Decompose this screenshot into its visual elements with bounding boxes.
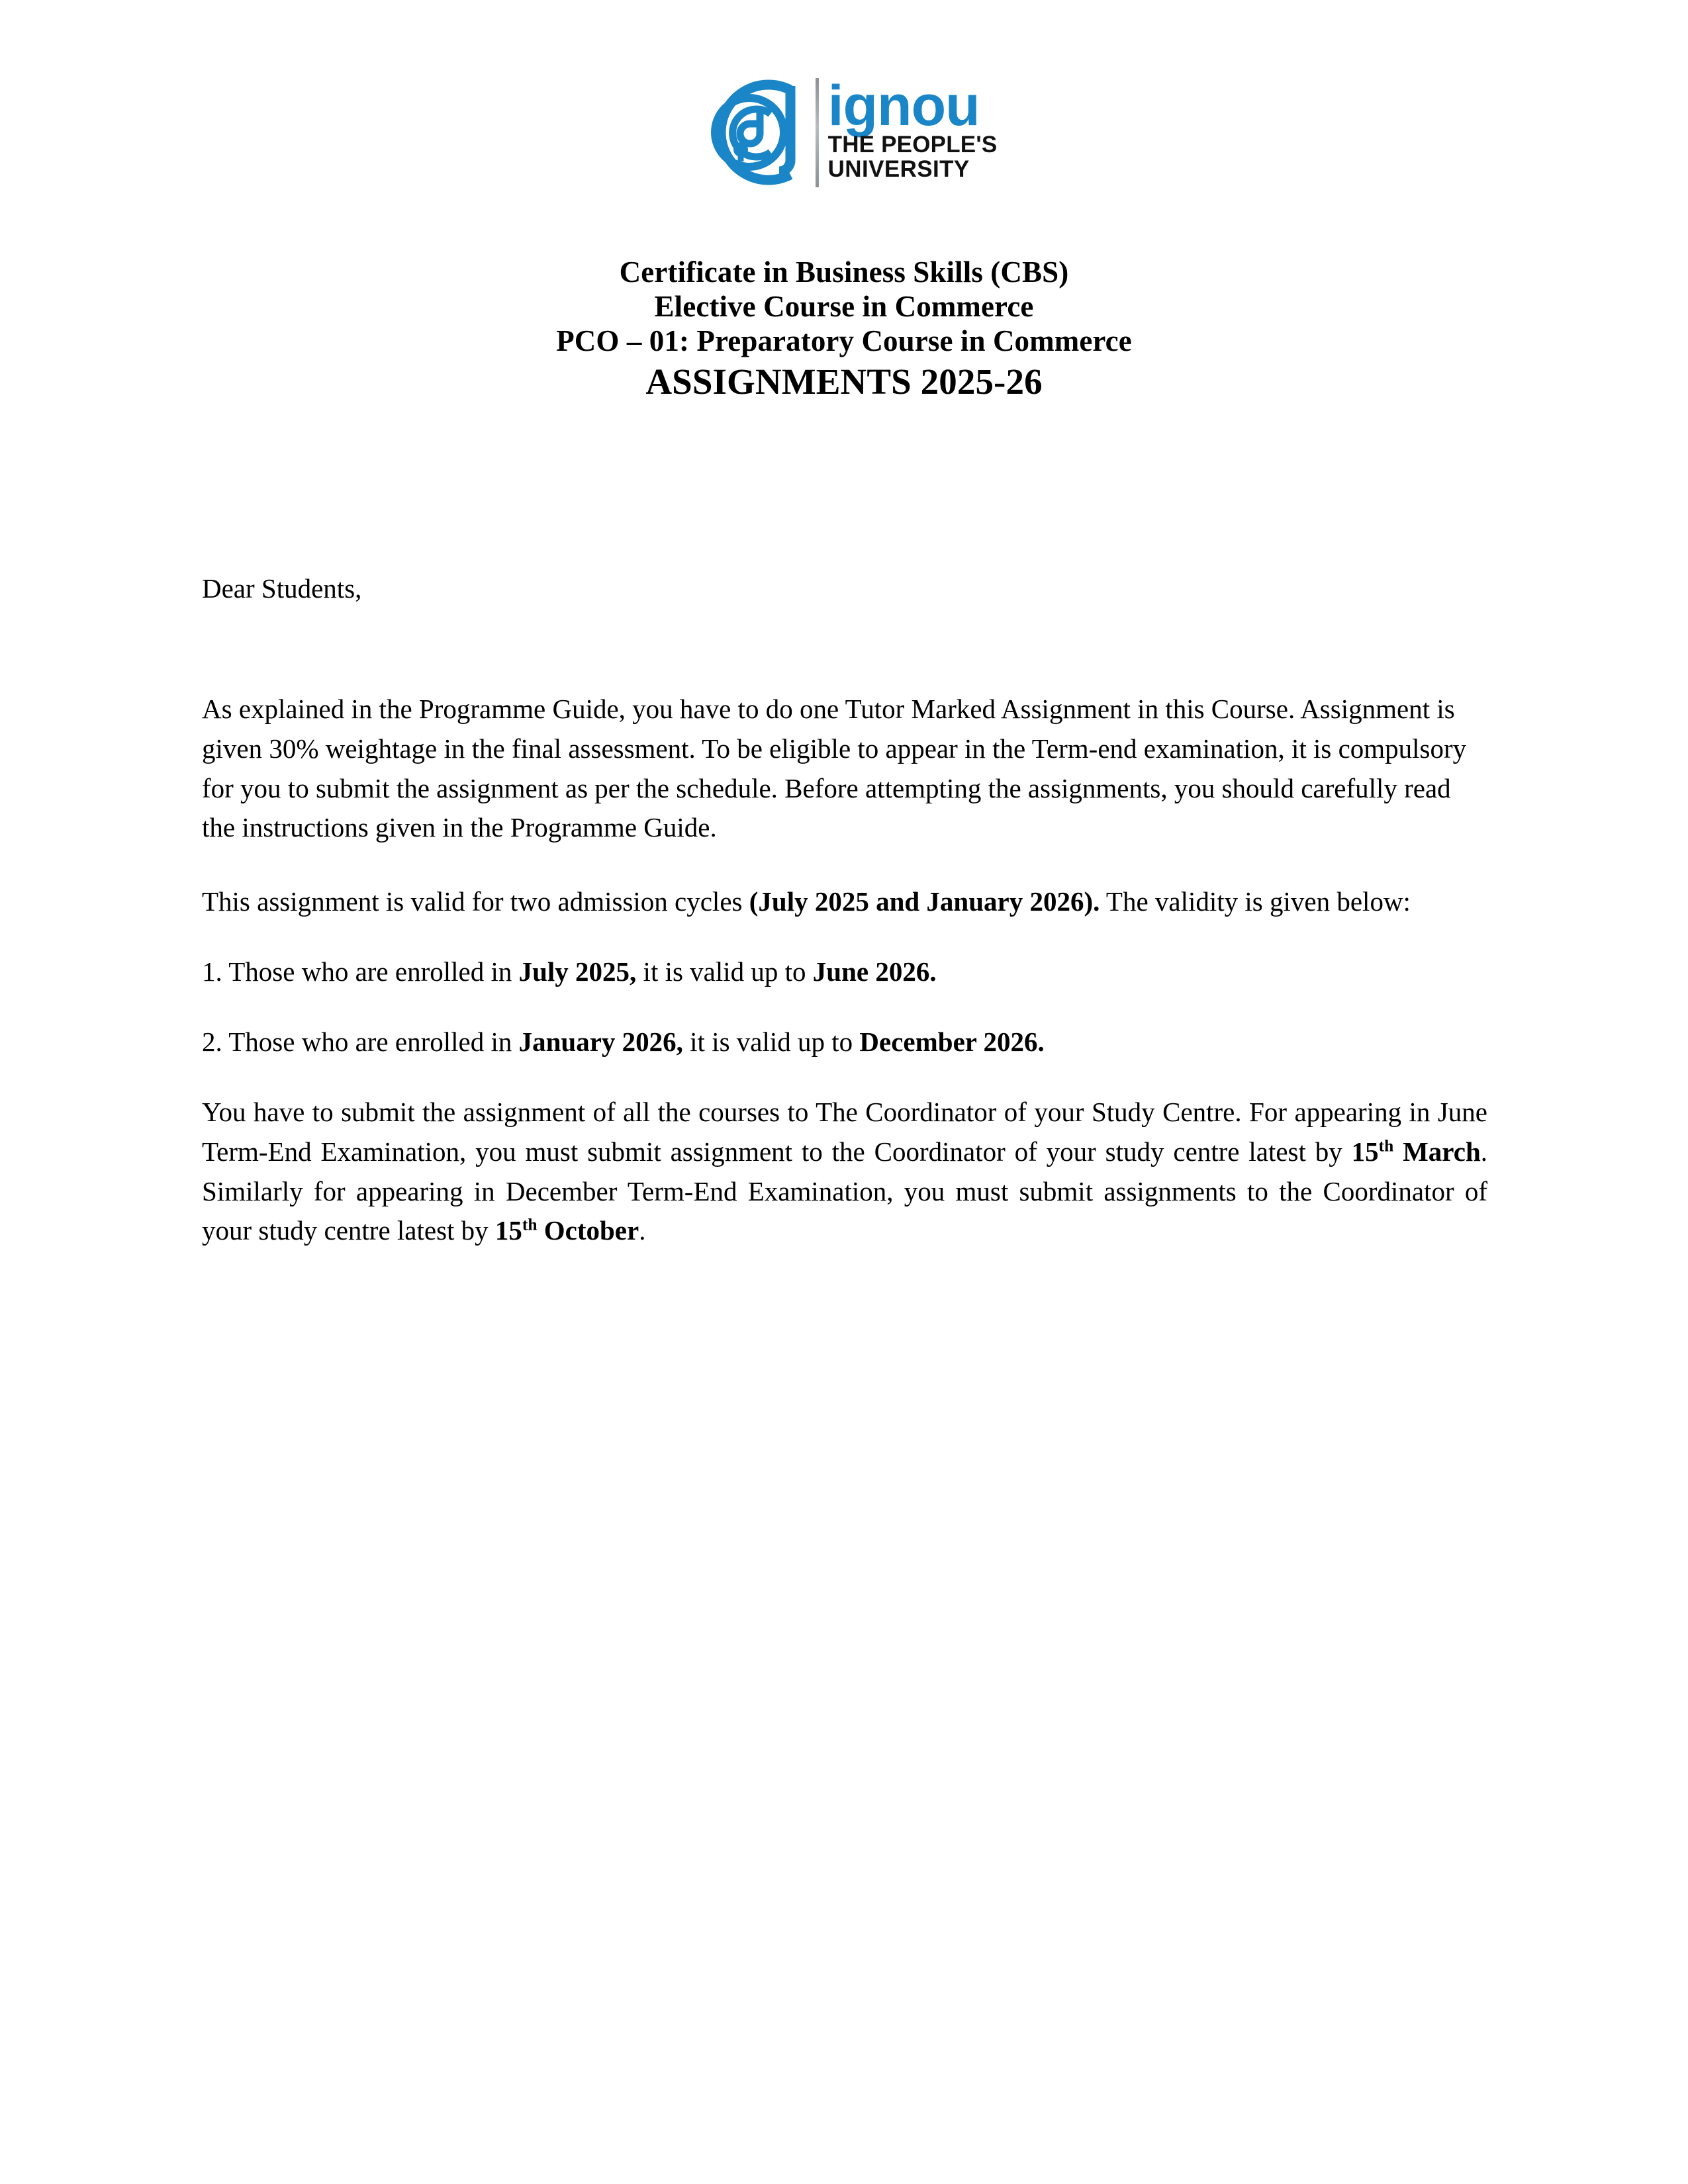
spacer bbox=[202, 609, 1487, 690]
item1-lead: 1. Those who are enrolled in bbox=[202, 956, 519, 987]
submission-seg1: You have to submit the assignment of all the courses to The Coordinator of your Study Centre. For appearing in June Term-End Examination, you must submit assignment to the Coordinator of your study centre latest by bbox=[202, 1096, 1487, 1167]
validity-text-after: The validity is given below: bbox=[1100, 886, 1411, 917]
title-programme-name: Certificate in Business Skills (CBS) bbox=[619, 255, 1069, 289]
ignou-logo bbox=[0, 74, 1688, 190]
spacer bbox=[202, 848, 1487, 882]
item1-valid-until: June 2026. bbox=[812, 956, 937, 987]
title-assignments-year: ASSIGNMENTS 2025-26 bbox=[645, 361, 1043, 402]
paragraph-validity-intro bbox=[202, 882, 1487, 922]
spacer bbox=[202, 992, 1487, 1023]
ignou-emblem-icon bbox=[691, 75, 812, 189]
logo-wordmark bbox=[827, 73, 998, 183]
march-deadline-ordinal: th bbox=[1378, 1136, 1394, 1156]
list-item-2 bbox=[202, 1023, 1487, 1062]
title-course-code: PCO – 01: Preparatory Course in Commerce bbox=[556, 324, 1132, 357]
list-item-1 bbox=[202, 952, 1487, 992]
title-course-type: Elective Course in Commerce bbox=[654, 289, 1034, 323]
logo-tagline-line2: UNIVERSITY bbox=[827, 156, 970, 183]
spacer bbox=[202, 922, 1487, 952]
march-deadline-day: 15 bbox=[1351, 1136, 1379, 1167]
logo-lockup bbox=[691, 74, 998, 190]
item2-middle: it is valid up to bbox=[682, 1026, 860, 1058]
document-title-block bbox=[199, 255, 1489, 404]
submission-seg2: . Similarly for appearing in December Term-End Examination, you must submit assignments to the Coordinator of your study centre latest by bbox=[202, 1136, 1488, 1246]
item1-enrolled-date: July 2025, bbox=[518, 956, 637, 987]
march-deadline-month: March bbox=[1393, 1136, 1481, 1167]
paragraph-submission bbox=[202, 1093, 1487, 1251]
validity-cycles: (July 2025 and January 2026). bbox=[749, 886, 1100, 917]
validity-text-before: This assignment is valid for two admission cycles bbox=[202, 886, 749, 917]
item2-valid-until: December 2026. bbox=[859, 1026, 1045, 1058]
october-deadline-ordinal: th bbox=[522, 1215, 538, 1234]
spacer bbox=[202, 1062, 1487, 1093]
paragraph-intro: As explained in the Programme Guide, you have to do one Tutor Marked Assignment in this Course. Assignment is given 30% weightage in the final assessment. To be eligible to appear in the Term-end examination, it is compulsory for you to submit the assignment as per the schedule. Before attempting the assignments, you should carefully read the instructions given in the Programme Guide. bbox=[202, 693, 1467, 843]
document-body bbox=[202, 569, 1487, 1251]
item2-lead: 2. Those who are enrolled in bbox=[202, 1026, 519, 1058]
october-deadline-day: 15 bbox=[494, 1215, 522, 1246]
logo-tagline-line1: THE PEOPLE'S bbox=[827, 131, 998, 158]
item1-middle: it is valid up to bbox=[636, 956, 813, 987]
submission-seg3: . bbox=[639, 1215, 646, 1246]
october-deadline-month: October bbox=[543, 1215, 639, 1246]
logo-wordmark-text: ignou bbox=[827, 73, 980, 138]
logo-divider bbox=[816, 78, 819, 187]
salutation: Dear Students, bbox=[202, 573, 362, 604]
item2-enrolled-date: January 2026, bbox=[518, 1026, 683, 1058]
